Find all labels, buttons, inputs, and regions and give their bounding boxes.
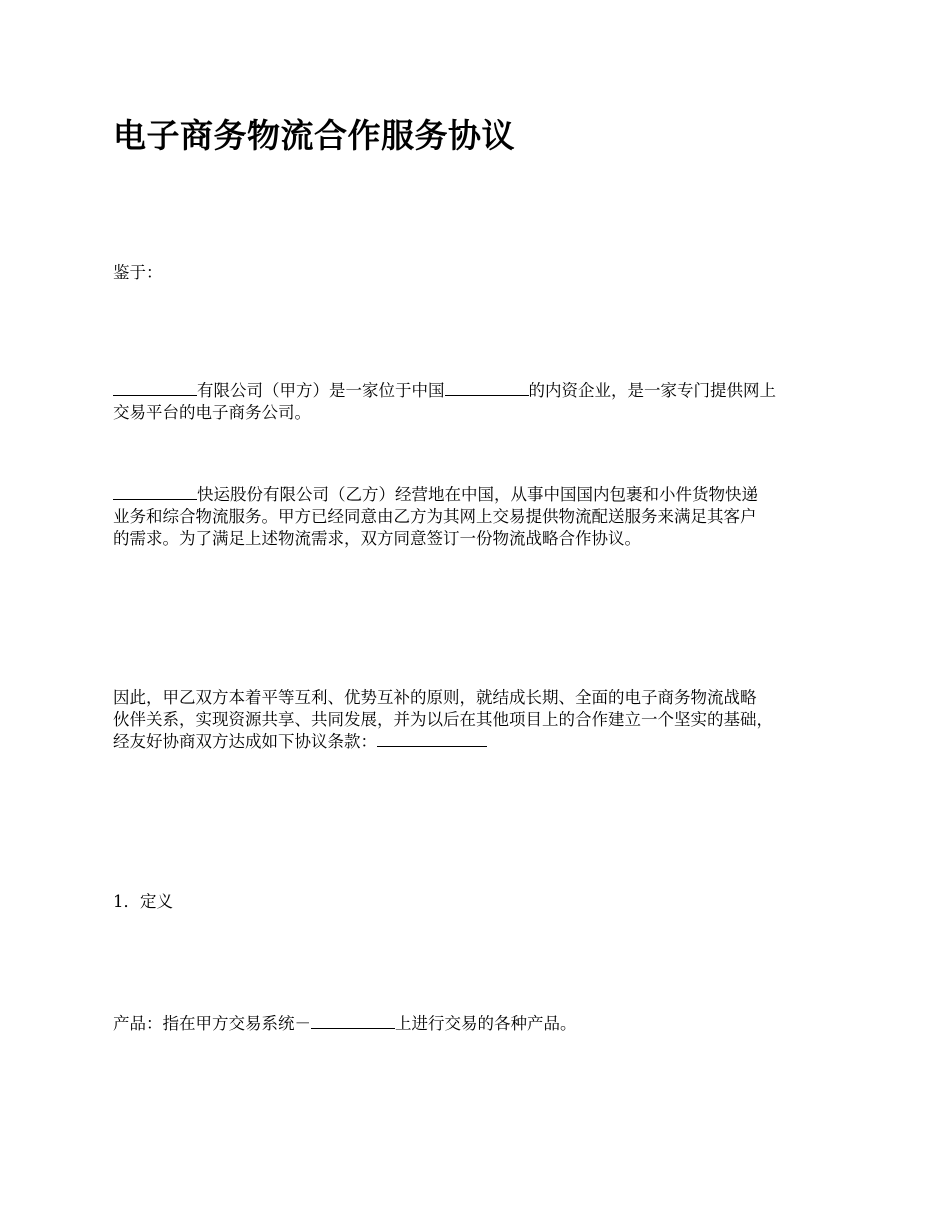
- blank-company-b-name: [113, 485, 197, 500]
- blank-system-name: [311, 1014, 395, 1029]
- purpose-line-2: 伙伴关系，实现资源共享、共同发展，并为以后在其他项目上的合作建立一个坚实的基础，: [113, 710, 773, 729]
- party-a-line-1: [113, 380, 858, 402]
- party-a-text-1: 有限公司（甲方）是一家位于中国: [197, 381, 445, 400]
- section-1-heading: 1．定义: [113, 892, 173, 911]
- purpose-line-3: [113, 731, 858, 753]
- purpose-line-1: 因此，甲乙双方本着平等互利、优势互补的原则，就结成长期、全面的电子商务物流战略: [113, 688, 757, 707]
- purpose-text-3: 经友好协商双方达成如下协议条款：: [113, 732, 377, 751]
- purpose-paragraph: [113, 687, 858, 753]
- definition-product-text-1: 产品：指在甲方交易系统－: [113, 1014, 311, 1033]
- party-b-text-1: 快运股份有限公司（乙方）经营地在中国，从事中国国内包裹和小件货物快递: [197, 485, 758, 504]
- party-b-paragraph: [113, 484, 858, 550]
- party-a-paragraph: [113, 380, 858, 424]
- party-b-line-3: 的需求。为了满足上述物流需求，双方同意签订一份物流战略合作协议。: [113, 529, 641, 548]
- definition-product-line: [113, 1013, 858, 1035]
- blank-location: [445, 381, 529, 396]
- party-a-text-2: 的内资企业，是一家专门提供网上: [528, 381, 776, 400]
- definition-product: [113, 1013, 858, 1035]
- party-b-line-2: 业务和综合物流服务。甲方已经同意由乙方为其网上交易提供物流配送服务来满足其客户: [113, 507, 757, 526]
- definition-product-text-2: 上进行交易的各种产品。: [395, 1014, 577, 1033]
- document-title: 电子商务物流合作服务协议: [113, 116, 515, 155]
- party-b-line-1: [113, 484, 858, 506]
- recital-intro: 鉴于：: [113, 263, 163, 282]
- party-a-line-2: 交易平台的电子商务公司。: [113, 403, 311, 422]
- blank-company-a-name: [113, 381, 197, 396]
- blank-terms: [377, 732, 487, 747]
